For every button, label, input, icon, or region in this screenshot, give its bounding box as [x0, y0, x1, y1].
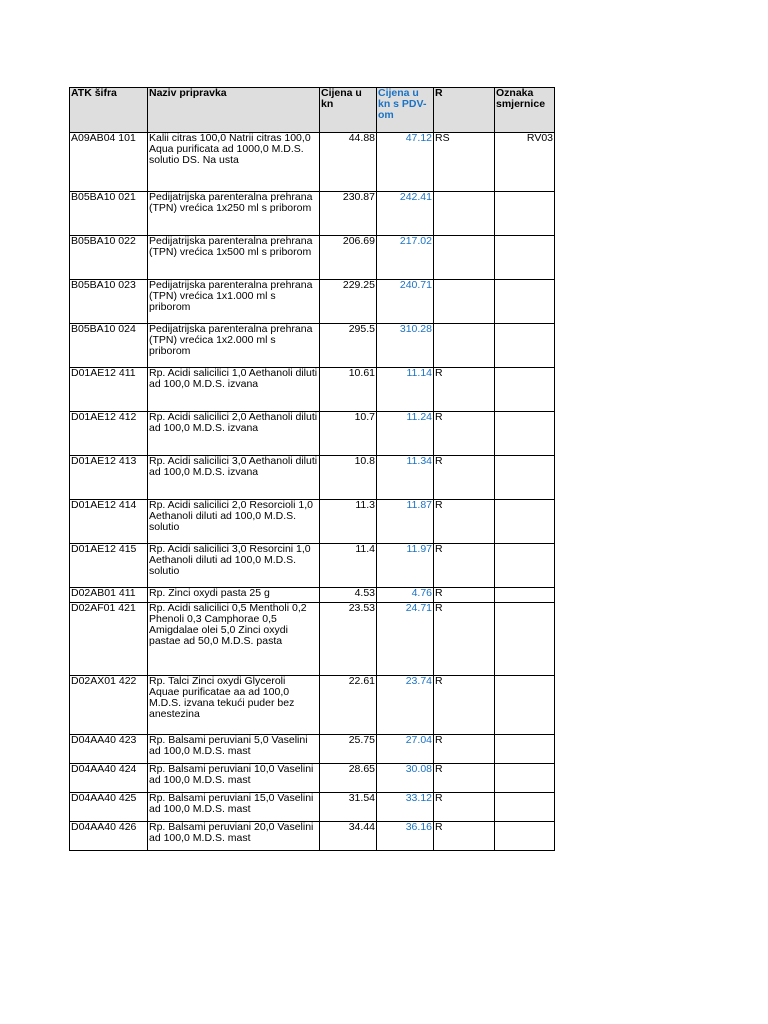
cell-atk-code: A09AB04 101 — [70, 133, 148, 192]
cell-guideline — [495, 676, 555, 735]
cell-guideline — [495, 822, 555, 851]
cell-guideline — [495, 544, 555, 588]
table-row — [70, 280, 555, 324]
cell-price: 23.53 — [320, 603, 377, 676]
cell-price: 28.65 — [320, 764, 377, 793]
cell-price: 295.5 — [320, 324, 377, 368]
cell-product-name: Rp. Acidi salicilici 3,0 Resorcini 1,0 Aethanoli diluti ad 100,0 M.D.S. solutio — [148, 544, 320, 588]
cell-price: 10.7 — [320, 412, 377, 456]
cell-price-vat: 310.28 — [377, 324, 434, 368]
cell-r: R — [434, 544, 495, 588]
cell-atk-code: D04AA40 424 — [70, 764, 148, 793]
cell-r: RS — [434, 133, 495, 192]
cell-guideline — [495, 456, 555, 500]
table-row — [70, 412, 555, 456]
cell-product-name: Pedijatrijska parenteralna prehrana (TPN) vrećica 1x1.000 ml s priborom — [148, 280, 320, 324]
cell-price-vat: 11.87 — [377, 500, 434, 544]
cell-atk-code: B05BA10 023 — [70, 280, 148, 324]
cell-atk-code: D02AF01 421 — [70, 603, 148, 676]
cell-product-name: Pedijatrijska parenteralna prehrana (TPN) vrećica 1x2.000 ml s priborom — [148, 324, 320, 368]
table-row — [70, 793, 555, 822]
cell-product-name: Rp. Acidi salicilici 1,0 Aethanoli diluti ad 100,0 M.D.S. izvana — [148, 368, 320, 412]
cell-price-vat: 27.04 — [377, 735, 434, 764]
cell-r: R — [434, 676, 495, 735]
cell-guideline — [495, 793, 555, 822]
cell-guideline — [495, 368, 555, 412]
cell-price-vat: 30.08 — [377, 764, 434, 793]
cell-price-vat: 11.34 — [377, 456, 434, 500]
cell-guideline — [495, 603, 555, 676]
cell-atk-code: D02AX01 422 — [70, 676, 148, 735]
header-row — [70, 88, 555, 133]
table-row — [70, 603, 555, 676]
cell-price-vat: 242.41 — [377, 192, 434, 236]
table-row — [70, 133, 555, 192]
cell-atk-code: D04AA40 423 — [70, 735, 148, 764]
cell-price: 229.25 — [320, 280, 377, 324]
cell-atk-code: B05BA10 022 — [70, 236, 148, 280]
cell-price: 230.87 — [320, 192, 377, 236]
table-row — [70, 676, 555, 735]
cell-price-vat: 36.16 — [377, 822, 434, 851]
table-row — [70, 192, 555, 236]
cell-guideline — [495, 324, 555, 368]
cell-guideline — [495, 735, 555, 764]
cell-price: 11.4 — [320, 544, 377, 588]
cell-r: R — [434, 603, 495, 676]
table-row — [70, 500, 555, 544]
cell-product-name: Rp. Balsami peruviani 5,0 Vaselini ad 100,0 M.D.S. mast — [148, 735, 320, 764]
cell-price: 4.53 — [320, 588, 377, 603]
cell-r: R — [434, 588, 495, 603]
header-guideline: Oznaka smjernice — [495, 88, 555, 133]
cell-atk-code: D04AA40 425 — [70, 793, 148, 822]
cell-product-name: Pedijatrijska parenteralna prehrana (TPN) vrećica 1x500 ml s priborom — [148, 236, 320, 280]
cell-r: R — [434, 764, 495, 793]
cell-atk-code: D01AE12 413 — [70, 456, 148, 500]
cell-atk-code: D02AB01 411 — [70, 588, 148, 603]
cell-product-name: Rp. Balsami peruviani 15,0 Vaselini ad 100,0 M.D.S. mast — [148, 793, 320, 822]
cell-guideline — [495, 192, 555, 236]
cell-price-vat: 240.71 — [377, 280, 434, 324]
cell-product-name: Pedijatrijska parenteralna prehrana (TPN) vrećica 1x250 ml s priborom — [148, 192, 320, 236]
header-r: R — [434, 88, 495, 133]
cell-price: 25.75 — [320, 735, 377, 764]
cell-price-vat: 11.14 — [377, 368, 434, 412]
cell-atk-code: D04AA40 426 — [70, 822, 148, 851]
table-row — [70, 822, 555, 851]
cell-price: 10.8 — [320, 456, 377, 500]
cell-product-name: Rp. Balsami peruviani 20,0 Vaselini ad 100,0 M.D.S. mast — [148, 822, 320, 851]
cell-price: 34.44 — [320, 822, 377, 851]
cell-price-vat: 11.97 — [377, 544, 434, 588]
cell-atk-code: D01AE12 414 — [70, 500, 148, 544]
cell-guideline — [495, 280, 555, 324]
drug-price-table — [69, 87, 555, 851]
cell-product-name: Rp. Zinci oxydi pasta 25 g — [148, 588, 320, 603]
header-price: Cijena u kn — [320, 88, 377, 133]
cell-guideline — [495, 588, 555, 603]
cell-guideline: RV03 — [495, 133, 555, 192]
table-row — [70, 735, 555, 764]
cell-guideline — [495, 764, 555, 793]
cell-r: R — [434, 500, 495, 544]
cell-price: 44.88 — [320, 133, 377, 192]
cell-r — [434, 236, 495, 280]
cell-product-name: Rp. Acidi salicilici 2,0 Resorcioli 1,0 Aethanoli diluti ad 100,0 M.D.S. solutio — [148, 500, 320, 544]
cell-atk-code: B05BA10 021 — [70, 192, 148, 236]
cell-guideline — [495, 236, 555, 280]
cell-r — [434, 280, 495, 324]
cell-product-name: Rp. Talci Zinci oxydi Glyceroli Aquae purificatae aa ad 100,0 M.D.S. izvana tekući puder bez anestezina — [148, 676, 320, 735]
table-body — [70, 133, 555, 851]
cell-r: R — [434, 368, 495, 412]
cell-price-vat: 4.76 — [377, 588, 434, 603]
cell-r: R — [434, 735, 495, 764]
cell-guideline — [495, 412, 555, 456]
cell-price: 206.69 — [320, 236, 377, 280]
table-row — [70, 588, 555, 603]
cell-price-vat: 24.71 — [377, 603, 434, 676]
cell-price: 11.3 — [320, 500, 377, 544]
cell-guideline — [495, 500, 555, 544]
table-row — [70, 236, 555, 280]
cell-product-name: Rp. Acidi salicilici 2,0 Aethanoli diluti ad 100,0 M.D.S. izvana — [148, 412, 320, 456]
cell-price-vat: 217.02 — [377, 236, 434, 280]
cell-price: 10.61 — [320, 368, 377, 412]
cell-price: 31.54 — [320, 793, 377, 822]
cell-r: R — [434, 456, 495, 500]
cell-atk-code: B05BA10 024 — [70, 324, 148, 368]
cell-price-vat: 11.24 — [377, 412, 434, 456]
cell-atk-code: D01AE12 411 — [70, 368, 148, 412]
cell-price-vat: 23.74 — [377, 676, 434, 735]
cell-atk-code: D01AE12 412 — [70, 412, 148, 456]
table-row — [70, 764, 555, 793]
cell-r — [434, 324, 495, 368]
cell-product-name: Kalii citras 100,0 Natrii citras 100,0 Aqua purificata ad 1000,0 M.D.S. solutio DS. Na usta — [148, 133, 320, 192]
cell-price-vat: 47.12 — [377, 133, 434, 192]
cell-r — [434, 192, 495, 236]
cell-product-name: Rp. Balsami peruviani 10,0 Vaselini ad 100,0 M.D.S. mast — [148, 764, 320, 793]
table-row — [70, 368, 555, 412]
cell-product-name: Rp. Acidi salicilici 3,0 Aethanoli diluti ad 100,0 M.D.S. izvana — [148, 456, 320, 500]
table-row — [70, 324, 555, 368]
cell-price: 22.61 — [320, 676, 377, 735]
cell-r: R — [434, 412, 495, 456]
cell-atk-code: D01AE12 415 — [70, 544, 148, 588]
table-row — [70, 544, 555, 588]
header-atk-code: ATK šifra — [70, 88, 148, 133]
header-product-name: Naziv pripravka — [148, 88, 320, 133]
cell-r: R — [434, 793, 495, 822]
table-row — [70, 456, 555, 500]
cell-product-name: Rp. Acidi salicilici 0,5 Mentholi 0,2 Phenoli 0,3 Camphorae 0,5 Amigdalae olei 5,0 Zinci oxydi pastae ad 50,0 M.D.S. pasta — [148, 603, 320, 676]
cell-price-vat: 33.12 — [377, 793, 434, 822]
cell-r: R — [434, 822, 495, 851]
header-price-vat: Cijena u kn s PDV-om — [377, 88, 434, 133]
